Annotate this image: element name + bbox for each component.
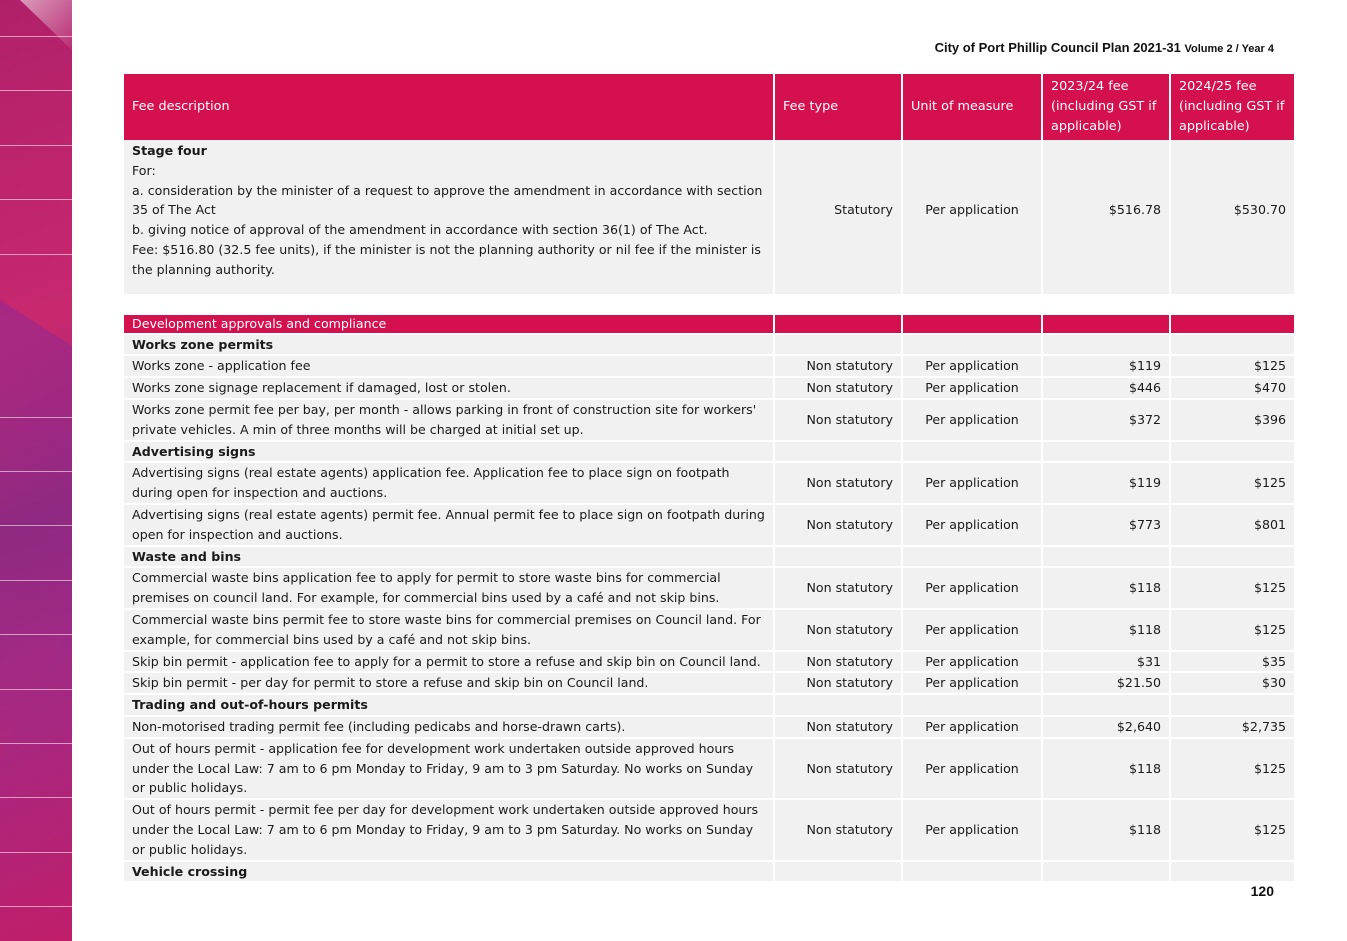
stage-four-line: a. consideration by the minister of a request to approve the amendment in accordance with section 35 of The Act	[132, 182, 763, 218]
fee-type: Non statutory	[774, 504, 902, 546]
group-heading-row	[124, 441, 1294, 463]
fee-type: Non statutory	[774, 567, 902, 609]
fee-2023-24: $119	[1042, 462, 1170, 504]
stage-four-fee-2024-25: $530.70	[1170, 140, 1294, 295]
empty-cell	[774, 546, 902, 568]
fee-2024-25: $125	[1170, 567, 1294, 609]
side-band-rule	[0, 852, 72, 853]
group-heading-row	[124, 546, 1294, 568]
empty-cell	[1170, 441, 1294, 463]
fee-description: Commercial waste bins permit fee to store waste bins for commercial premises on Council land. For example, for commercial bins used by a café and not skip bins.	[124, 609, 774, 651]
empty-cell	[1042, 546, 1170, 568]
group-heading: Advertising signs	[124, 441, 774, 463]
column-header-fee-2024-25: 2024/25 fee (including GST if applicable)	[1170, 74, 1294, 140]
fee-type: Non statutory	[774, 399, 902, 441]
table-row	[124, 377, 1294, 399]
fee-2023-24: $372	[1042, 399, 1170, 441]
unit-of-measure: Per application	[902, 377, 1042, 399]
table-row	[124, 462, 1294, 504]
empty-cell	[1042, 441, 1170, 463]
table-header-row	[124, 74, 1294, 140]
empty-cell	[1042, 334, 1170, 356]
fee-type: Non statutory	[774, 672, 902, 694]
stage-four-description	[124, 140, 774, 295]
fee-2024-25: $470	[1170, 377, 1294, 399]
fee-2023-24: $446	[1042, 377, 1170, 399]
unit-of-measure: Per application	[902, 738, 1042, 799]
fee-description: Advertising signs (real estate agents) permit fee. Annual permit fee to place sign on footpath during open for inspection and auctions.	[124, 504, 774, 546]
fee-type: Non statutory	[774, 462, 902, 504]
group-heading: Trading and out-of-hours permits	[124, 694, 774, 716]
stage-four-row	[124, 140, 1294, 295]
fee-2023-24: $118	[1042, 567, 1170, 609]
unit-of-measure: Per application	[902, 355, 1042, 377]
group-heading: Waste and bins	[124, 546, 774, 568]
stage-four-unit: Per application	[902, 140, 1042, 295]
empty-cell	[774, 334, 902, 356]
fee-2023-24: $31	[1042, 651, 1170, 673]
table-row	[124, 609, 1294, 651]
fee-description: Works zone signage replacement if damaged, lost or stolen.	[124, 377, 774, 399]
fee-2023-24: $118	[1042, 799, 1170, 860]
fee-2024-25: $125	[1170, 738, 1294, 799]
stage-four-line: For:	[132, 162, 156, 178]
wedge-decoration	[0, 300, 72, 760]
group-heading: Works zone permits	[124, 334, 774, 356]
fee-table	[124, 74, 1294, 883]
side-band-rule	[0, 906, 72, 907]
table-row	[124, 716, 1294, 738]
empty-cell	[902, 546, 1042, 568]
stage-four-heading: Stage four	[132, 143, 207, 158]
unit-of-measure: Per application	[902, 609, 1042, 651]
page-number: 120	[1250, 883, 1274, 899]
side-band-rule	[0, 580, 72, 581]
group-heading: Vehicle crossing	[124, 861, 774, 883]
fee-description: Commercial waste bins application fee to apply for permit to store waste bins for commercial premises on council land. For example, for commercial bins used by a café and not skip bins.	[124, 567, 774, 609]
fee-description: Skip bin permit - per day for permit to store a refuse and skip bin on Council land.	[124, 672, 774, 694]
side-band-rule	[0, 743, 72, 744]
fee-2024-25: $2,735	[1170, 716, 1294, 738]
stage-four-line: b. giving notice of approval of the amendment in accordance with section 36(1) of The Act.	[132, 222, 708, 238]
side-band-rule	[0, 90, 72, 91]
fee-description: Advertising signs (real estate agents) application fee. Application fee to place sign on footpath during open for inspection and auctions.	[124, 462, 774, 504]
side-band-rule	[0, 797, 72, 798]
fee-description: Skip bin permit - application fee to apply for a permit to store a refuse and skip bin on Council land.	[124, 651, 774, 673]
fee-type: Non statutory	[774, 799, 902, 860]
fee-2023-24: $118	[1042, 609, 1170, 651]
fee-type: Non statutory	[774, 609, 902, 651]
unit-of-measure: Per application	[902, 462, 1042, 504]
fee-type: Non statutory	[774, 355, 902, 377]
unit-of-measure: Per application	[902, 672, 1042, 694]
table-row	[124, 651, 1294, 673]
side-band-rule	[0, 525, 72, 526]
document-title: City of Port Phillip Council Plan 2021-31	[934, 40, 1181, 55]
section-row	[124, 315, 1294, 334]
unit-of-measure: Per application	[902, 716, 1042, 738]
fee-2024-25: $35	[1170, 651, 1294, 673]
table-row	[124, 672, 1294, 694]
empty-cell	[902, 861, 1042, 883]
fee-2023-24: $118	[1042, 738, 1170, 799]
empty-cell	[1170, 861, 1294, 883]
empty-cell	[902, 694, 1042, 716]
fee-2024-25: $801	[1170, 504, 1294, 546]
empty-cell	[1042, 694, 1170, 716]
fee-type: Non statutory	[774, 738, 902, 799]
fee-2024-25: $125	[1170, 609, 1294, 651]
table-row	[124, 504, 1294, 546]
column-header-fee-type: Fee type	[774, 74, 902, 140]
empty-cell	[774, 861, 902, 883]
side-band-rule	[0, 417, 72, 418]
unit-of-measure: Per application	[902, 399, 1042, 441]
document-volume: Volume 2 / Year 4	[1184, 43, 1274, 55]
group-heading-row	[124, 334, 1294, 356]
group-heading-row	[124, 861, 1294, 883]
empty-cell	[1170, 334, 1294, 356]
side-band-rule	[0, 471, 72, 472]
table-row	[124, 799, 1294, 860]
empty-cell	[1042, 861, 1170, 883]
stage-four-fee-type: Statutory	[774, 140, 902, 295]
group-heading-row	[124, 694, 1294, 716]
empty-cell	[1170, 546, 1294, 568]
side-band-rule	[0, 145, 72, 146]
column-header-unit-of-measure: Unit of measure	[902, 74, 1042, 140]
unit-of-measure: Per application	[902, 799, 1042, 860]
fee-description: Works zone permit fee per bay, per month - allows parking in front of construction site for workers' private vehicles. A min of three months will be charged at initial set up.	[124, 399, 774, 441]
fee-2023-24: $119	[1042, 355, 1170, 377]
empty-cell	[902, 334, 1042, 356]
table-row	[124, 738, 1294, 799]
unit-of-measure: Per application	[902, 567, 1042, 609]
fee-2024-25: $125	[1170, 799, 1294, 860]
column-header-fee-2023-24: 2023/24 fee (including GST if applicable)	[1042, 74, 1170, 140]
side-band-rule	[0, 254, 72, 255]
table-row	[124, 399, 1294, 441]
stage-four-line: Fee: $516.80 (32.5 fee units), if the minister is not the planning authority or nil fee if the minister is the planning authority.	[132, 241, 761, 277]
fee-2023-24: $773	[1042, 504, 1170, 546]
unit-of-measure: Per application	[902, 504, 1042, 546]
fee-2023-24: $2,640	[1042, 716, 1170, 738]
fee-description: Works zone - application fee	[124, 355, 774, 377]
fee-2024-25: $125	[1170, 462, 1294, 504]
column-header-fee-description: Fee description	[124, 74, 774, 140]
empty-cell	[902, 441, 1042, 463]
spacer-row	[124, 295, 1294, 315]
unit-of-measure: Per application	[902, 651, 1042, 673]
fee-2023-24: $21.50	[1042, 672, 1170, 694]
table-row	[124, 355, 1294, 377]
fee-description: Out of hours permit - application fee for development work undertaken outside approved hours under the Local Law: 7 am to 6 pm Monday to Friday, 9 am to 3 pm Saturday. No works on Sunday or public holidays.	[124, 738, 774, 799]
corner-triangle-decoration	[20, 0, 72, 50]
empty-cell	[774, 694, 902, 716]
fee-2024-25: $30	[1170, 672, 1294, 694]
empty-cell	[1170, 694, 1294, 716]
stage-four-fee-2023-24: $516.78	[1042, 140, 1170, 295]
fee-2024-25: $396	[1170, 399, 1294, 441]
side-band-rule	[0, 199, 72, 200]
empty-cell	[774, 441, 902, 463]
fee-description: Non-motorised trading permit fee (including pedicabs and horse-drawn carts).	[124, 716, 774, 738]
side-band-rule	[0, 689, 72, 690]
fee-type: Non statutory	[774, 377, 902, 399]
section-title: Development approvals and compliance	[124, 315, 774, 334]
side-band-rule	[0, 36, 72, 37]
decorative-side-band	[0, 0, 72, 941]
fee-type: Non statutory	[774, 716, 902, 738]
table-row	[124, 567, 1294, 609]
fee-2024-25: $125	[1170, 355, 1294, 377]
fee-description: Out of hours permit - permit fee per day for development work undertaken outside approved hours under the Local Law: 7 am to 6 pm Monday to Friday, 9 am to 3 pm Saturday. No works on Sunday or public holidays.	[124, 799, 774, 860]
fee-type: Non statutory	[774, 651, 902, 673]
document-header	[935, 40, 1274, 55]
side-band-rule	[0, 634, 72, 635]
